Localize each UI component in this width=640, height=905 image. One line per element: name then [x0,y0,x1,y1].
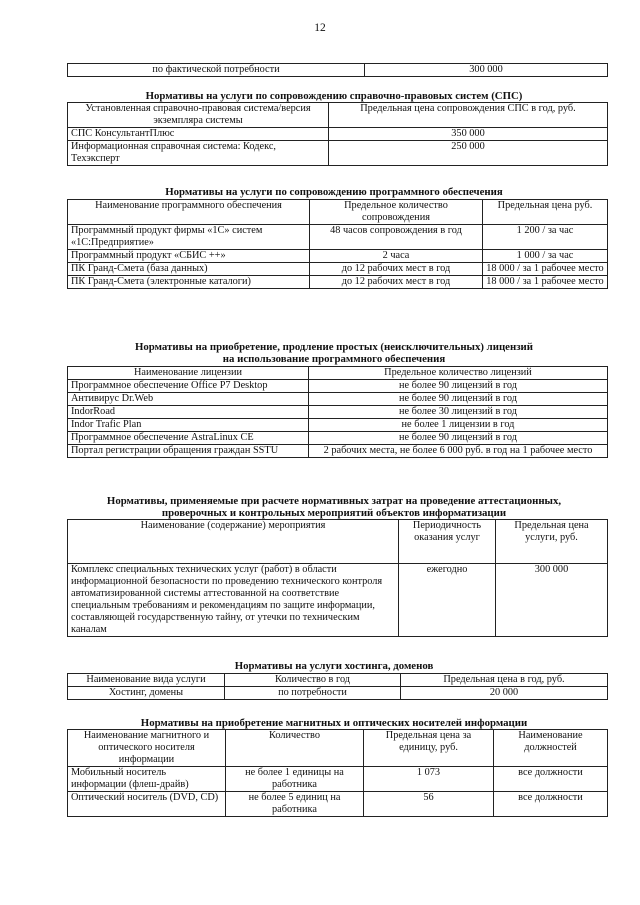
table-cell: 2 рабочих места, не более 6 000 руб. в год на 1 рабочее место [309,445,608,458]
table-header-cell: Предельное количество лицензий [309,367,608,380]
table-header-row [68,520,608,564]
table-cell: 1 073 [364,767,494,792]
table-header-cell: Предельная цена сопровождения СПС в год, руб. [329,103,608,128]
table-cell: все должности [494,792,608,817]
table-row [68,564,608,637]
table-header-cell: Предельная цена услуги, руб. [496,520,608,564]
table-row [68,276,608,289]
table-cell: СПС КонсультантПлюс [68,128,329,141]
table-row [68,687,608,700]
table-header-row [68,730,608,767]
table-cell: Информационная справочная система: Кодекс, Техэксперт [68,141,329,166]
table-cell: ПК Гранд-Смета (электронные каталоги) [68,276,310,289]
table-cell: 300 000 [365,64,608,77]
table-cell: IndorRoad [68,406,309,419]
table-cell: не более 90 лицензий в год [309,380,608,393]
table-cell: Мобильный носитель информации (флеш-драйв) [68,767,226,792]
table-header-cell: Предельная цена руб. [483,200,608,225]
table-cell: 1 200 / за час [483,225,608,250]
table-header-row [68,674,608,687]
table-row [68,767,608,792]
table-row [68,64,608,77]
table-header-cell: Предельная цена за единицу, руб. [364,730,494,767]
table-header-cell: Наименование вида услуги [68,674,225,687]
table-cell: Программное обеспечение Office P7 Desktop [68,380,309,393]
table-cell: не более 90 лицензий в год [309,393,608,406]
table-header-cell: Количество в год [225,674,401,687]
sps-table [67,102,608,166]
section-title-line: проверочных и контрольных мероприятий объектов информатизации [161,507,507,519]
table-cell: до 12 рабочих мест в год [310,276,483,289]
table-row [68,432,608,445]
table-row [68,250,608,263]
table-header-cell: Предельная цена в год, руб. [401,674,608,687]
table-cell: не более 30 лицензий в год [309,406,608,419]
table-cell: не более 1 лицензии в год [309,419,608,432]
table-cell: Антивирус Dr.Web [68,393,309,406]
table-header-row [68,103,608,128]
table-cell: 20 000 [401,687,608,700]
section-title-line: на использование программного обеспечения [222,353,446,365]
table-cell: 300 000 [496,564,608,637]
section-title-software-support: Нормативы на услуги по сопровождению программного обеспечения [165,186,503,198]
table-cell: по фактической потребности [68,64,365,77]
table-header-row [68,367,608,380]
table-row [68,393,608,406]
table-row [68,792,608,817]
page-number: 12 [314,22,326,34]
table-header-cell: Наименование (содержание) мероприятия [68,520,399,564]
table-row [68,406,608,419]
section-title-line: Нормативы, применяемые при расчете нормативных затрат на проведение аттестационных, [106,495,562,507]
software-support-table [67,199,608,289]
table-cell: 18 000 / за 1 рабочее место [483,276,608,289]
table-cell: Программное обеспечение AstraLinux CE [68,432,309,445]
table-row [68,445,608,458]
table-row [68,128,608,141]
table-cell: 48 часов сопровождения в год [310,225,483,250]
table-cell: не более 90 лицензий в год [309,432,608,445]
table-cell: не более 1 единицы на работника [226,767,364,792]
section-title-attestation [64,495,604,519]
table-header-cell: Наименование магнитного и оптического носителя информации [68,730,226,767]
hosting-table [67,673,608,700]
table-cell: до 12 рабочих мест в год [310,263,483,276]
table-header-cell: Наименование должностей [494,730,608,767]
table-row [68,225,608,250]
table-cell: 350 000 [329,128,608,141]
section-title-line: Нормативы на приобретение, продление простых (неисключительных) лицензий [135,341,533,353]
table-cell: ПК Гранд-Смета (база данных) [68,263,310,276]
table-cell: ежегодно [399,564,496,637]
table-row [68,380,608,393]
table-cell: Программный продукт фирмы «1С» систем «1С:Предприятие» [68,225,310,250]
table-cell: Программный продукт «СБИС ++» [68,250,310,263]
table-row [68,263,608,276]
table-header-cell: Периодичность оказания услуг [399,520,496,564]
table-cell: Комплекс специальных технических услуг (работ) в области информационной безопасности по проведению технического контроля автоматизированной системы аттестованной на соответствие специальным требованиям и рекомендациям по защите информации, составляющей государственную тайну, от утечки по техническим каналам [68,564,399,637]
section-title-sps: Нормативы на услуги по сопровождению справочно-правовых систем (СПС) [145,90,523,102]
section-title-hosting: Нормативы на услуги хостинга, доменов [234,660,434,672]
table-cell: 250 000 [329,141,608,166]
table-cell: все должности [494,767,608,792]
attestation-table [67,519,608,637]
table-cell: не более 5 единиц на работника [226,792,364,817]
section-title-licenses [64,341,604,365]
table-header-cell: Наименование лицензии [68,367,309,380]
table-cell: Хостинг, домены [68,687,225,700]
table-cell: Оптический носитель (DVD, CD) [68,792,226,817]
section-title-media: Нормативы на приобретение магнитных и оптических носителей информации [140,717,528,729]
table-cell: Indor Trafic Plan [68,419,309,432]
table-header-cell: Количество [226,730,364,767]
table-cell: Портал регистрации обращения граждан SSTU [68,445,309,458]
licenses-table [67,366,608,458]
table-header-cell: Установленная справочно-правовая система/версия экземпляра системы [68,103,329,128]
table-cell: 56 [364,792,494,817]
table-row [68,141,608,166]
table-cell: по потребности [225,687,401,700]
media-table [67,729,608,817]
table-header-cell: Предельное количество сопровождения [310,200,483,225]
top-continuation-table [67,63,608,77]
table-cell: 18 000 / за 1 рабочее место [483,263,608,276]
table-cell: 1 000 / за час [483,250,608,263]
table-header-cell: Наименование программного обеспечения [68,200,310,225]
table-header-row [68,200,608,225]
table-cell: 2 часа [310,250,483,263]
table-row [68,419,608,432]
